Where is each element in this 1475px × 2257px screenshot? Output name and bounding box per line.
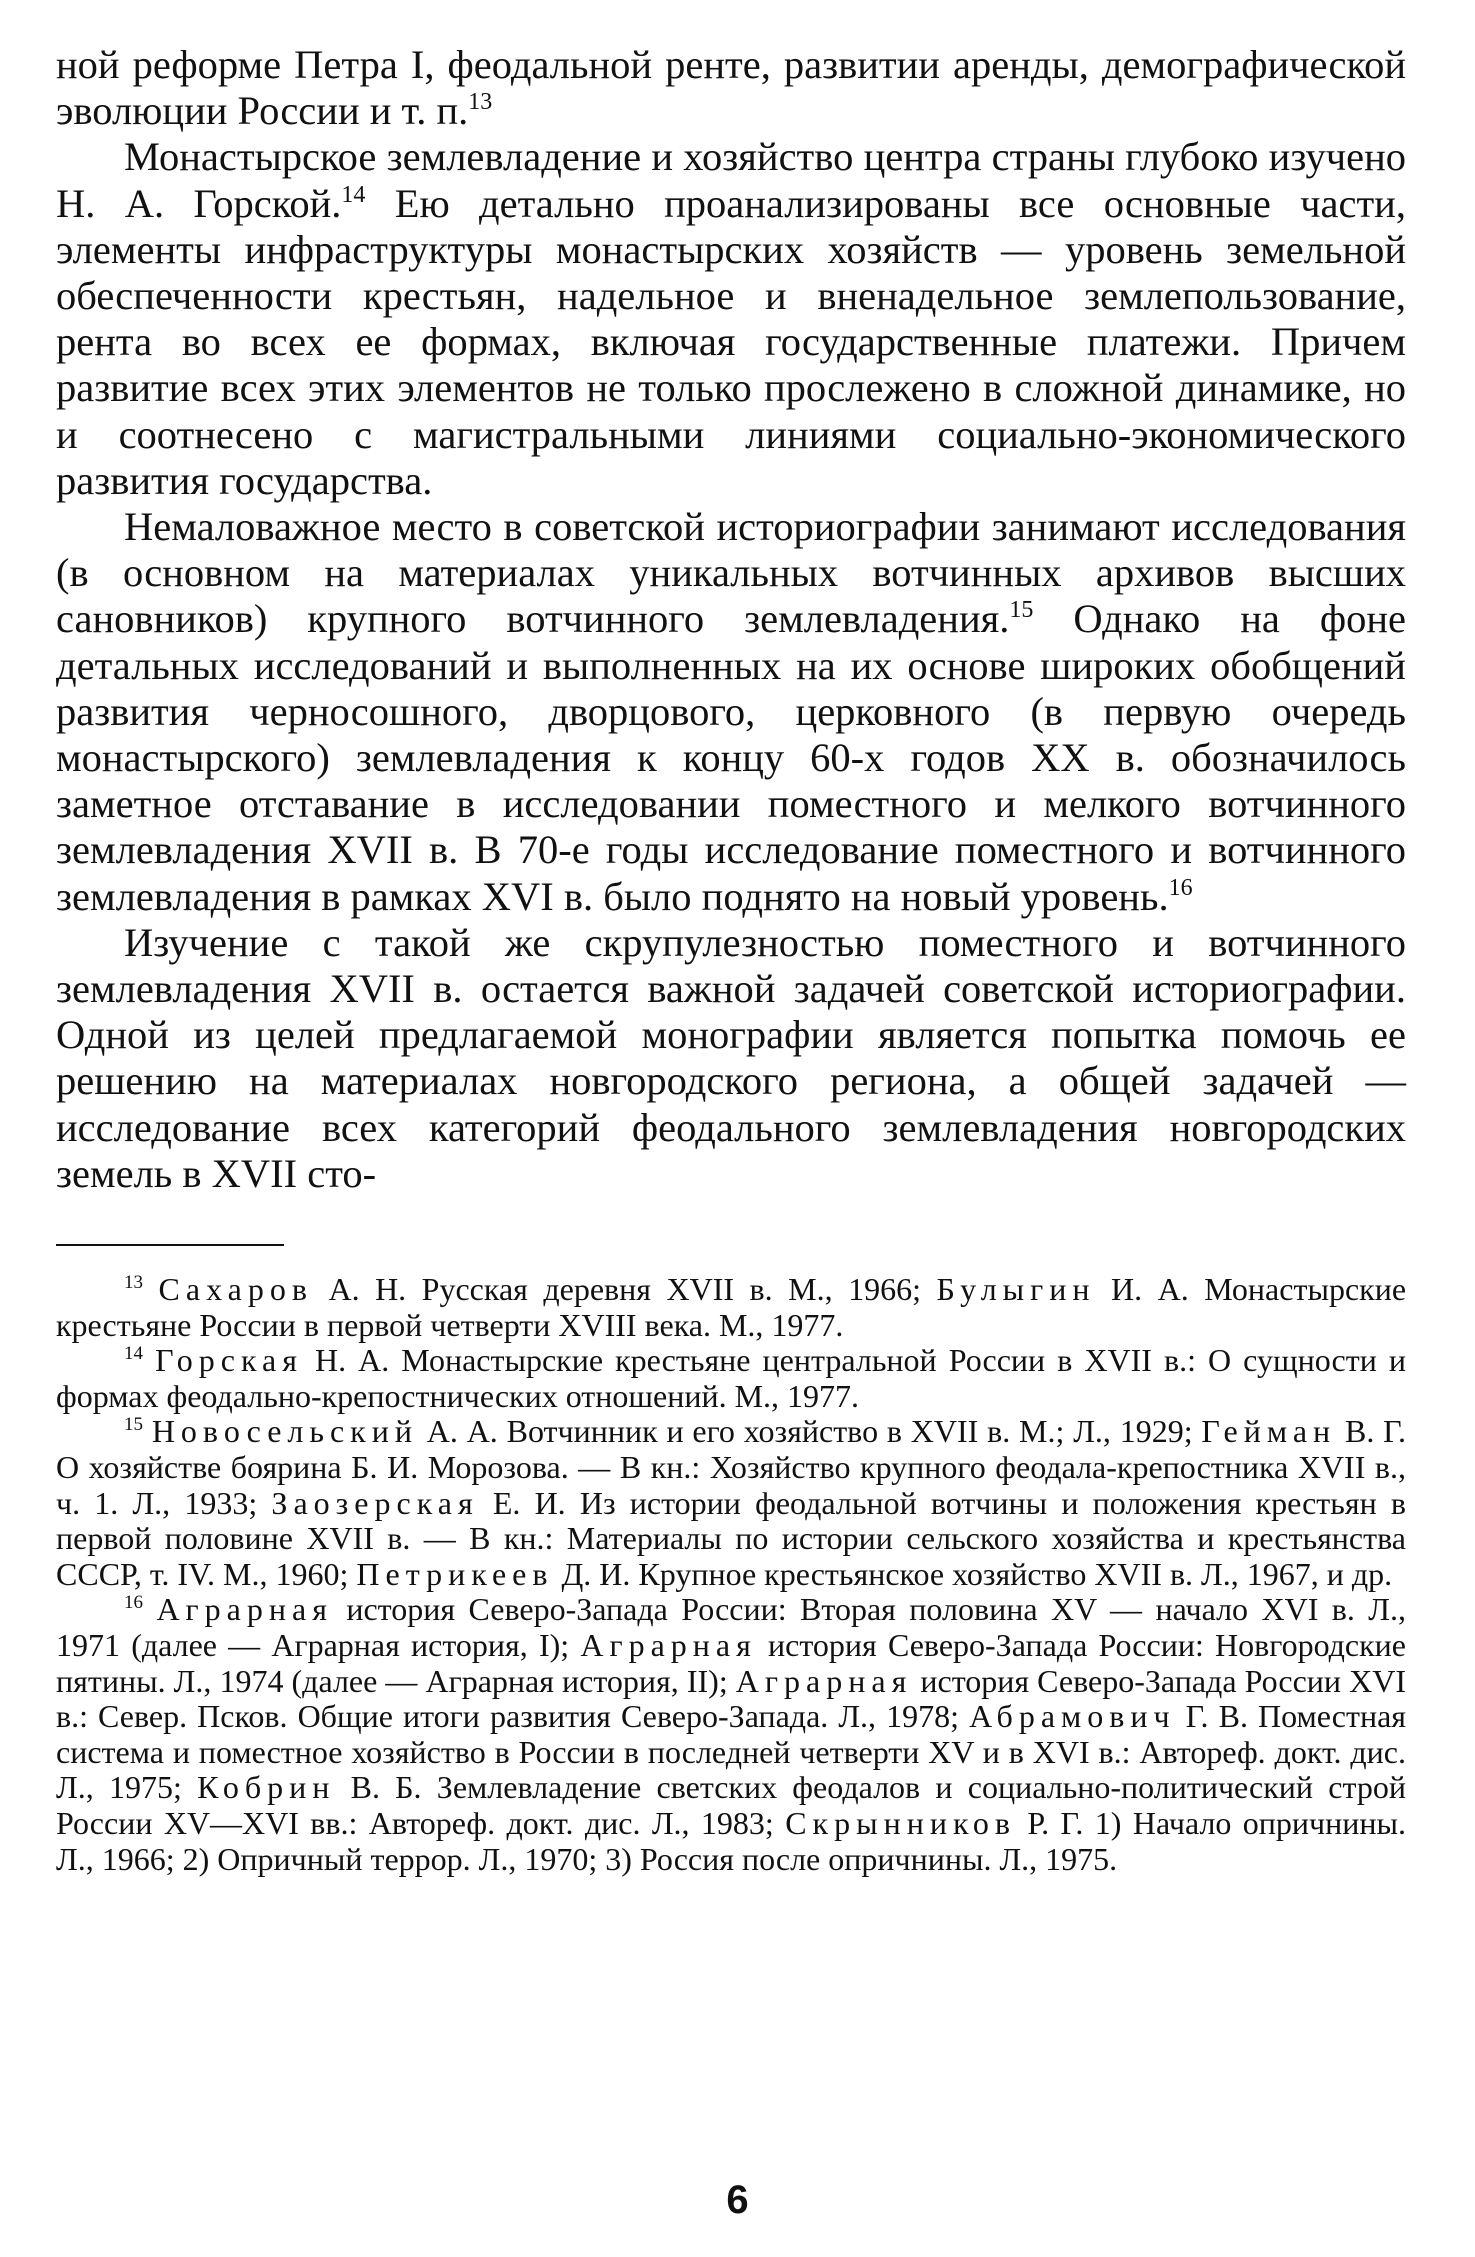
footnote-13: $^{13}$ Сахаров А. Н. Русская деревня XVII в. М., 1966; Булыгин И. А. Монастырские крестьяне России в первой четверти XVIII века. М., 1977.	[56, 1271, 1407, 1343]
footnote-divider	[56, 1244, 284, 1246]
paragraph-1: ной реформе Петра I, феодальной ренте, развитии аренды, демографической эволюции России и т. п.$^{13}$	[56, 42, 1406, 134]
footnote-ref-14: 14	[341, 181, 366, 208]
footnote-ref-16: 16	[1168, 874, 1193, 901]
main-text	[56, 42, 1406, 1197]
paragraph-3: Немаловажное место в советской историографии занимают исследования (в основном на материалах уникальных вотчинных архивов высших сановников) крупного вотчинного землевладения.$^{15}$ Однако на фоне детальных исследований и выполненных на их основе широких обобщений развития черносошного, дворцового, церковного (в первую очередь монастырского) землевладения к концу 60-х годов XX в. обозначилось заметное отставание в исследовании поместного и мелкого вотчинного землевладения XVII в. В 70-е годы исследование поместного и вотчинного землевладения в рамках XVI в. было поднято на новый уровень.$^{16}$	[56, 504, 1406, 919]
footnote-ref-13: 13	[468, 89, 493, 116]
footnote-16: $^{16}$ Аграрная история Северо-Запада России: Вторая половина XV — начало XVI в. Л., 1971 (далее — Аграрная история, I); Аграрная история Северо-Запада России: Новгородские пятины. Л., 1974 (далее — Аграрная история, II); Аграрная история Северо-Запада России XVI в.: Север. Псков. Общие итоги развития Северо-Запада. Л., 1978; Абрамович Г. В. Поместная система и поместное хозяйство в России в последней четверти XV и в XVI в.: Автореф. докт. дис. Л., 1975; Кобрин В. Б. Землевладение светских феодалов и социально-политический строй России XV—XVI вв.: Автореф. докт. дис. Л., 1983; Скрынников Р. Г. 1) Начало опричнины. Л., 1966; 2) Опричный террор. Л., 1970; 3) Россия после опричнины. Л., 1975.	[56, 1591, 1407, 1877]
footnote-14: $^{14}$ Горская Н. А. Монастырские крестьяне центральной России в XVII в.: О сущности и формах феодально-крепостнических отношений. М., 1977.	[56, 1342, 1407, 1414]
footnote-ref-15: 15	[1009, 597, 1034, 624]
footnote-15: $^{15}$ Новосельский А. А. Вотчинник и его хозяйство в XVII в. М.; Л., 1929; Гейман В. Г. О хозяйстве боярина Б. И. Морозова. — В кн.: Хозяйство крупного феодала-крепостника XVII в., ч. 1. Л., 1933; Заозерская Е. И. Из истории феодальной вотчины и положения крестьян в первой половине XVII в. — В кн.: Материалы по истории сельского хозяйства и крестьянства СССР, т. IV. М., 1960; Петрикеев Д. И. Крупное крестьянское хозяйство XVII в. Л., 1967, и др.	[56, 1413, 1407, 1592]
paragraph-4: Изучение с такой же скрупулезностью поместного и вотчинного землевладения XVII в. остается важной задачей советской историографии. Одной из целей предлагаемой монографии является попытка помочь ее решению на материалах новгородского региона, а общей задачей — исследование всех категорий феодального землевладения новгородских земель в XVII сто-	[56, 919, 1406, 1196]
page-number: 6	[726, 2178, 749, 2222]
paragraph-2: Монастырское землевладение и хозяйство центра страны глубоко изучено Н. А. Горской.$^{14}$ Ею детально проанализированы все основные части, элементы инфраструктуры монастырских хозяйств — уровень земельной обеспеченности крестьян, надельное и вненадельное землепользование, рента во всех ее формах, включая государственные платежи. Причем развитие всех этих элементов не только прослежено в сложной динамике, но и соотнесено с магистральными линиями социально-экономического развития государства.	[56, 134, 1406, 503]
footnotes	[56, 1272, 1406, 1877]
book-page	[56, 42, 1406, 1877]
